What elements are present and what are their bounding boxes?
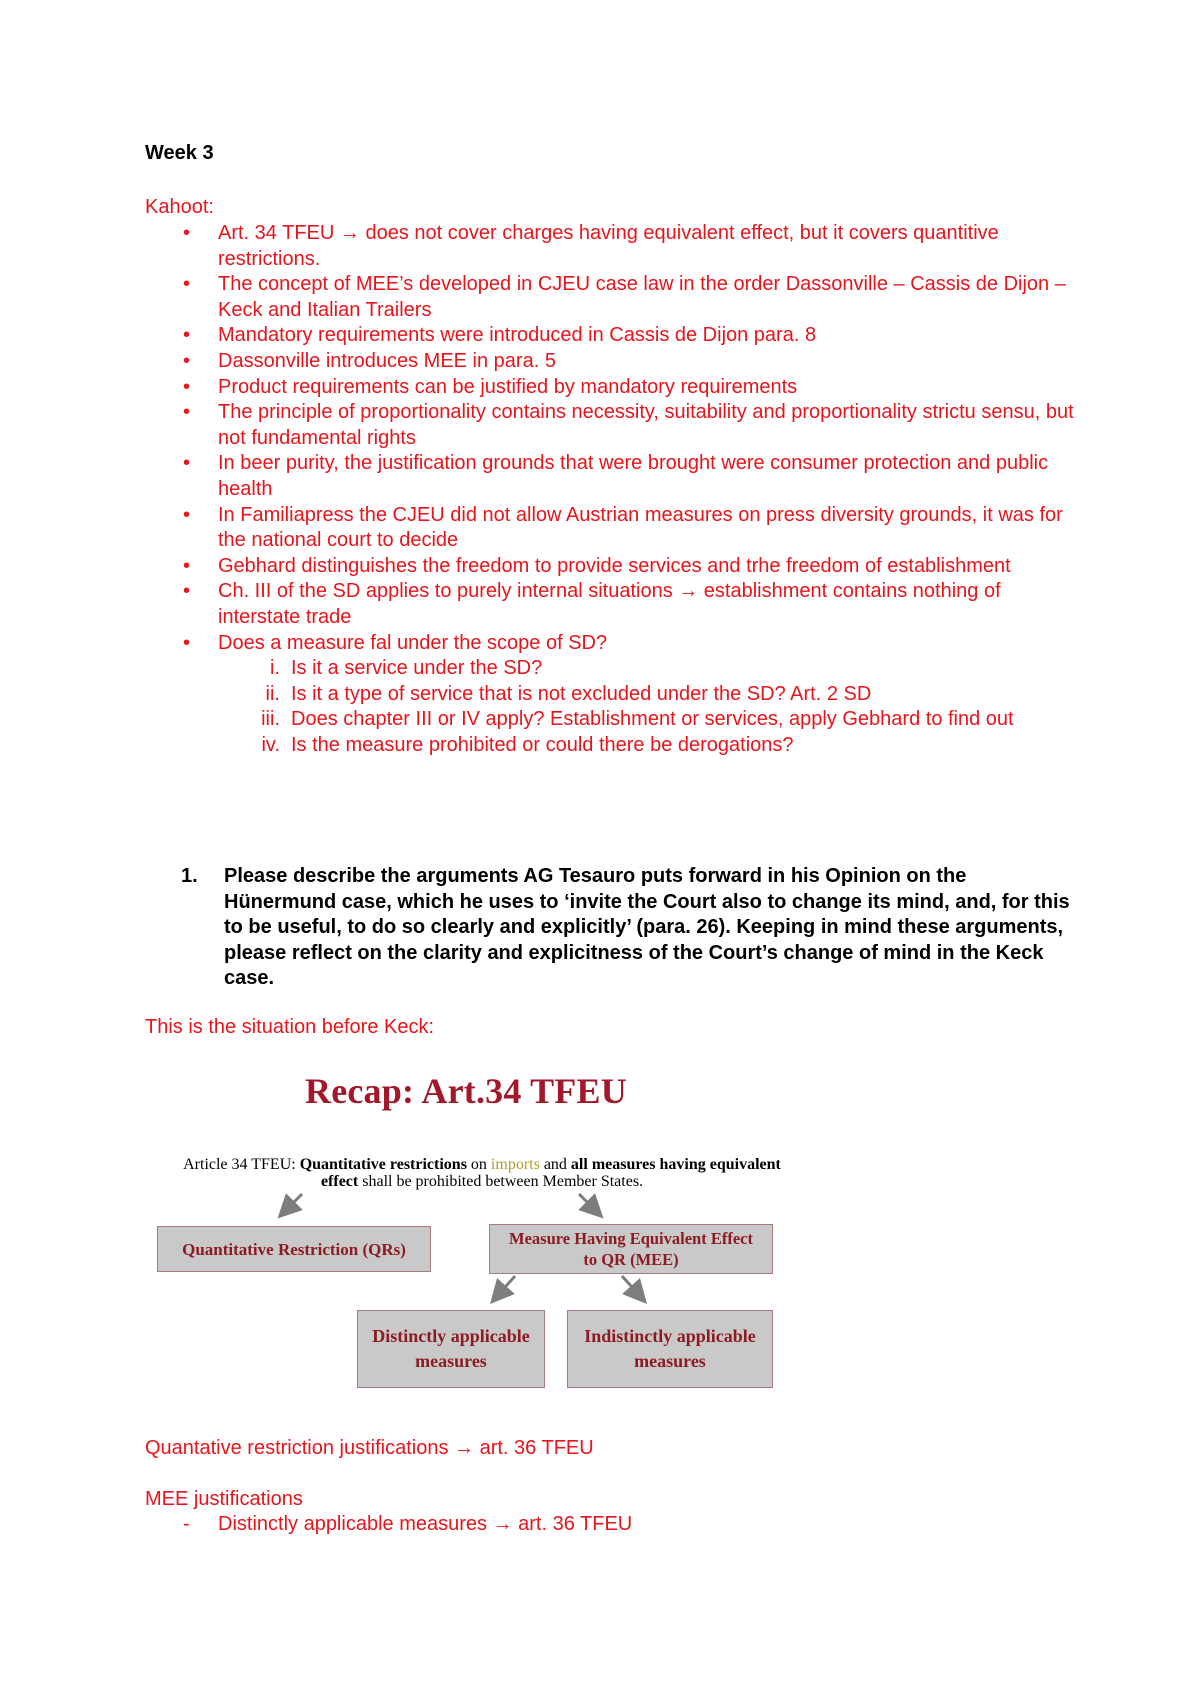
before-keck-text: This is the situation before Keck: xyxy=(145,1016,435,1038)
list-item: • In beer purity, the justification grounds that were brought were consumer protection and public health xyxy=(145,451,1075,502)
sub-list-item xyxy=(218,707,1075,733)
article-imports: imports xyxy=(490,1156,540,1173)
sub-list xyxy=(218,656,1075,758)
qr-justification: Quantative restriction justifications → art. 36 TFEU xyxy=(145,1437,594,1459)
diagram-title: Recap: Art.34 TFEU xyxy=(305,1071,627,1111)
indistinct-box-line1: Indistinctly applicable xyxy=(584,1326,756,1346)
arrow-to-indistinct xyxy=(622,1276,639,1295)
indistinct-box xyxy=(567,1310,773,1388)
arrow-to-qr xyxy=(286,1194,302,1210)
arrow-to-mee xyxy=(579,1194,595,1210)
article-bold-mee: all measures having equivalent effect xyxy=(320,1156,781,1190)
question-1 xyxy=(145,864,1075,992)
distinct-box-line1: Distinctly applicable xyxy=(372,1326,530,1346)
sub-list-item xyxy=(218,682,1075,708)
question-text: Please describe the arguments AG Tesauro puts forward in his Opinion on the Hünermund case, which he uses to ‘invite the Court also to change its mind, and, for this to be useful, to do so clearly and explicitly’ (para. 26). Keeping in mind these arguments, please reflect on the clarity and explicitness of the Court’s change of mind in the Keck case. xyxy=(224,865,1070,990)
kahoot-label: Kahoot: xyxy=(145,196,214,218)
sub-item-number: iii. xyxy=(261,708,280,731)
article-on: on xyxy=(466,1156,491,1173)
sub-item-number: iv. xyxy=(261,733,280,756)
distinct-box xyxy=(357,1310,545,1388)
article-and: and xyxy=(539,1156,571,1173)
list-item: • Mandatory requirements were introduced in Cassis de Dijon para. 8 xyxy=(145,323,1075,349)
list-item-scope xyxy=(145,631,1075,759)
list-item: • Dassonville introduces MEE in para. 5 xyxy=(145,349,1075,375)
sub-list-item xyxy=(218,733,1075,759)
mee-justifications-heading: MEE justifications xyxy=(145,1488,303,1510)
qr-box xyxy=(157,1226,431,1272)
sub-item-number: ii. xyxy=(265,682,280,705)
sub-item-text: Is the measure prohibited or could there be derogations? xyxy=(291,733,794,756)
mee-box-line2: to QR (MEE) xyxy=(583,1250,679,1269)
mee-box xyxy=(489,1224,773,1274)
list-item: • The principle of proportionality contains necessity, suitability and proportionality strictu sensu, but not fundamental rights xyxy=(145,400,1075,451)
dash-bullet: - xyxy=(183,1513,190,1535)
article-intro: Article 34 TFEU: xyxy=(183,1156,300,1173)
sub-item-text: Does chapter III or IV apply? Establishment or services, apply Gebhard to find out xyxy=(291,708,1014,731)
mee-box-line1: Measure Having Equivalent Effect xyxy=(509,1229,753,1248)
list-item-label: Does a measure fal under the scope of SD? xyxy=(218,631,608,654)
qr-box-label: Quantitative Restriction (QRs) xyxy=(182,1239,406,1259)
week-heading: Week 3 xyxy=(145,142,214,164)
distinct-justification-text: Distinctly applicable measures → art. 36 TFEU xyxy=(218,1513,633,1535)
question-number: 1. xyxy=(181,865,198,887)
distinct-box-line2: measures xyxy=(415,1351,487,1371)
sub-list-item xyxy=(218,656,1075,682)
article-bold-qr: Quantitative restrictions xyxy=(299,1156,467,1173)
art34-recap-diagram xyxy=(155,1070,785,1400)
list-item: • In Familiapress the CJEU did not allow Austrian measures on press diversity grounds, it was for the national court to decide xyxy=(145,503,1075,554)
article-34-text xyxy=(182,1156,782,1190)
list-item: • Gebhard distinguishes the freedom to provide services and trhe freedom of establishment xyxy=(145,554,1075,580)
sub-item-number: i. xyxy=(270,657,280,680)
arrow-to-distinct xyxy=(498,1276,515,1295)
sub-item-text: Is it a type of service that is not excluded under the SD? Art. 2 SD xyxy=(291,682,872,705)
list-item: • Art. 34 TFEU → does not cover charges having equivalent effect, but it covers quantitive restrictions. xyxy=(145,221,1075,272)
article-end: shall be prohibited between Member States. xyxy=(358,1173,644,1190)
indistinct-box-line2: measures xyxy=(634,1351,706,1371)
kahoot-list xyxy=(145,221,1075,758)
list-item: • The concept of MEE’s developed in CJEU case law in the order Dassonville – Cassis de Dijon – Keck and Italian Trailers xyxy=(145,272,1075,323)
list-item: • Product requirements can be justified by mandatory requirements xyxy=(145,375,1075,401)
list-item: • Ch. III of the SD applies to purely internal situations → establishment contains nothing of interstate trade xyxy=(145,579,1075,630)
sub-item-text: Is it a service under the SD? xyxy=(291,657,543,680)
distinct-justification xyxy=(145,1513,632,1536)
